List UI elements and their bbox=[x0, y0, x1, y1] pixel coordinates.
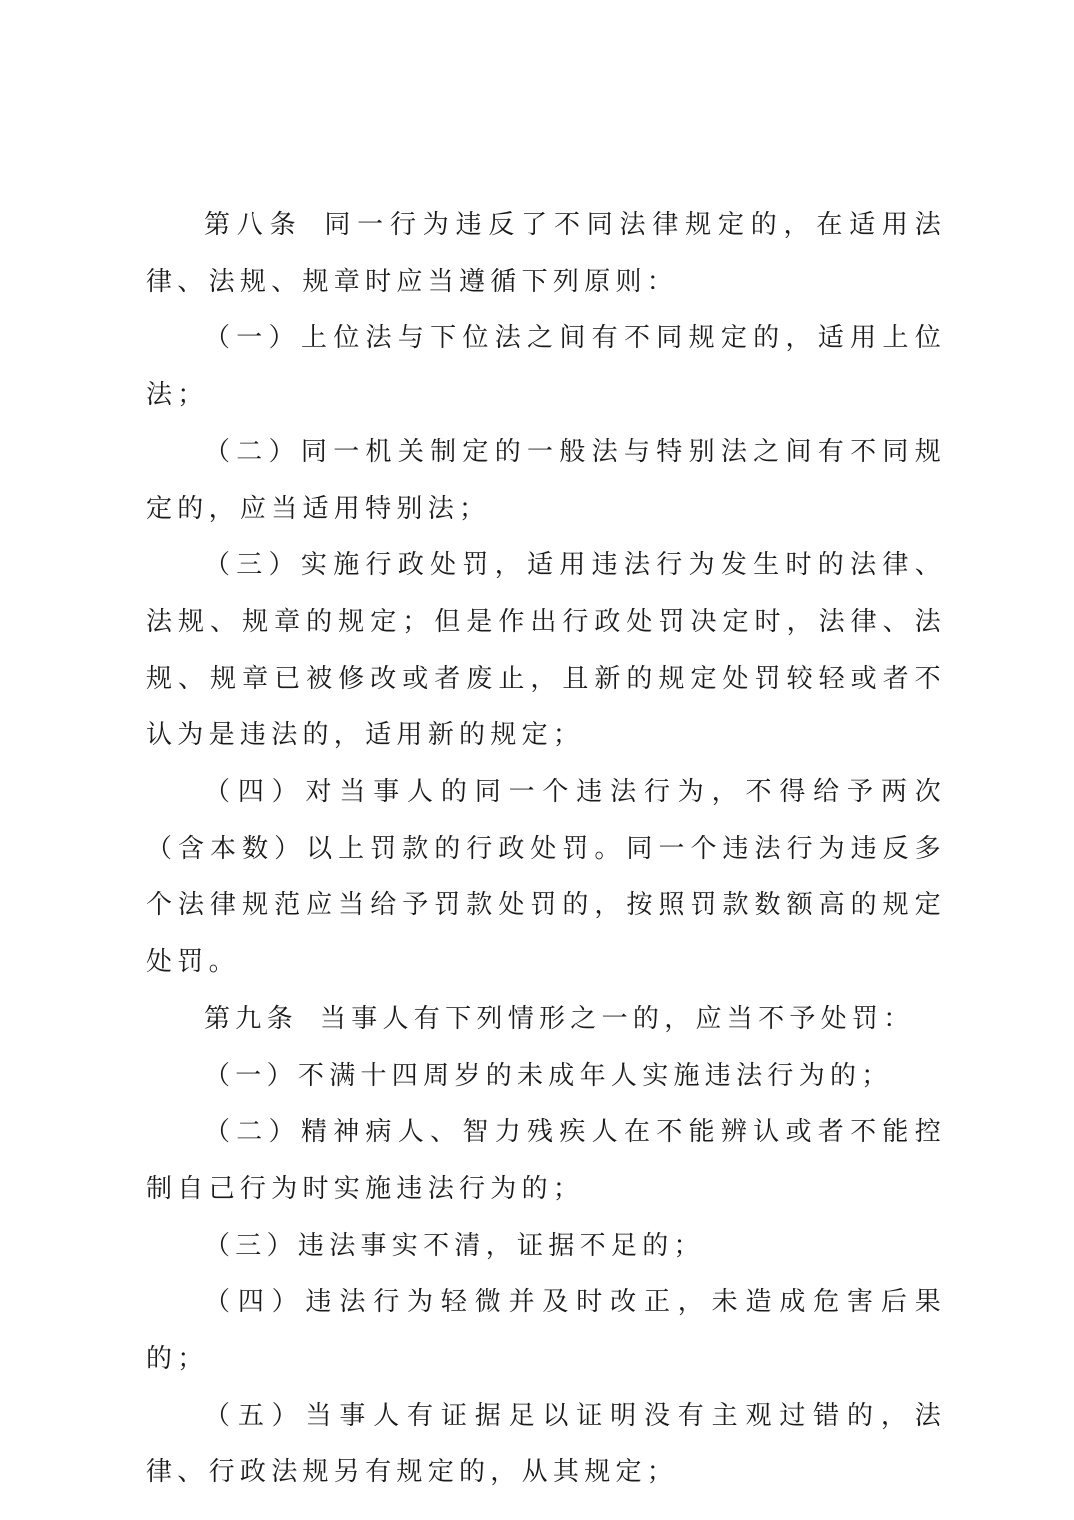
article-9-item-1: （一）不满十四周岁的未成年人实施违法行为的； bbox=[204, 1060, 893, 1091]
article-9-heading: 第九条 bbox=[204, 1003, 298, 1034]
article-9-paragraph bbox=[146, 991, 946, 1048]
article-8-item-2: （二）同一机关制定的一般法与特别法之间有不同规定的，应当适用特别法； bbox=[146, 436, 946, 524]
article-8-paragraph bbox=[146, 197, 946, 310]
article-8-intro: 同一行为违反了不同法律规定的，在适用法律、法规、规章时应当遵循下列原则： bbox=[146, 210, 946, 297]
document-body bbox=[146, 197, 946, 1501]
article-8-heading: 第八条 bbox=[204, 210, 303, 240]
article-9-intro: 当事人有下列情形之一的，应当不予处罚： bbox=[319, 1003, 915, 1034]
article-8-item-4: （四）对当事人的同一个违法行为，不得给予两次（含本数）以上罚款的行政处罚。同一个违法行为违反多个法律规范应当给予罚款处罚的，按照罚款数额高的规定处罚。 bbox=[146, 777, 946, 978]
article-9-item-3: （三）违法事实不清，证据不足的； bbox=[204, 1230, 705, 1261]
article-9-item-2: （二）精神病人、智力残疾人在不能辨认或者不能控制自己行为时实施违法行为的； bbox=[146, 1117, 946, 1204]
article-8-item-1: （一）上位法与下位法之间有不同规定的，适用上位法； bbox=[146, 323, 946, 411]
article-8-item-3: （三）实施行政处罚，适用违法行为发生时的法律、法规、规章的规定；但是作出行政处罚决定时，法律、法规、规章已被修改或者废止，且新的规定处罚较轻或者不认为是违法的，适用新的规定； bbox=[146, 550, 946, 751]
article-9-item-5: （五）当事人有证据足以证明没有主观过错的，法律、行政法规另有规定的，从其规定； bbox=[146, 1400, 946, 1488]
article-9-item-4: （四）违法行为轻微并及时改正，未造成危害后果的； bbox=[146, 1287, 946, 1375]
